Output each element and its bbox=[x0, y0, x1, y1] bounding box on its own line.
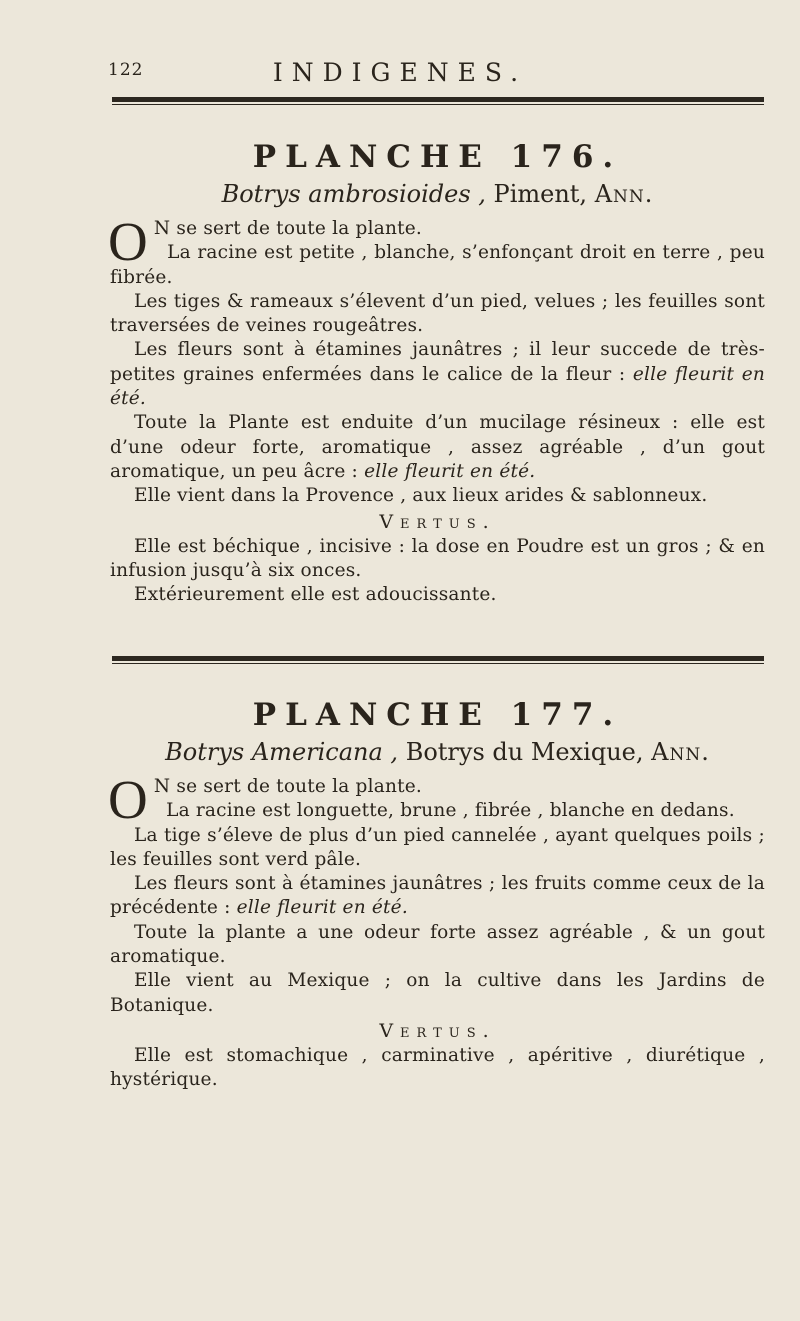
paragraph-usage bbox=[108, 769, 765, 830]
header-rule bbox=[112, 97, 764, 105]
latin-name: Botrys ambrosioides , bbox=[221, 180, 486, 208]
common-name: Piment, bbox=[493, 180, 588, 208]
drop-cap: O bbox=[108, 769, 148, 830]
planche-176-section bbox=[110, 137, 765, 607]
paragraph-virtues: Elle est stomachique , carminative , apéritive , diurétique , hystérique. bbox=[110, 1044, 765, 1091]
annual-mark: Ann. bbox=[594, 180, 654, 208]
vertus-heading: Vertus. bbox=[379, 510, 496, 533]
plant-name bbox=[110, 179, 765, 209]
flowering-note: elle fleurit en été. bbox=[364, 460, 536, 482]
flowering-note: elle fleurit en été. bbox=[110, 363, 765, 410]
annual-mark: Ann. bbox=[651, 738, 710, 766]
paragraph-odour: Toute la plante a une odeur forte assez agréable , & un gout aromatique. bbox=[110, 921, 765, 968]
usage-text: N se sert de toute la plante. bbox=[153, 218, 422, 239]
root-text: La racine est longuette, brune , fibrée , blanche en dedans. bbox=[166, 800, 735, 822]
planche-title: PLANCHE 176. bbox=[252, 139, 623, 175]
planche-title: PLANCHE 177. bbox=[252, 697, 623, 733]
paragraph-stems: Les tiges & rameaux s’élevent d’un pied, velues ; les feuilles sont traversées de veines rougeâtres. bbox=[110, 290, 765, 337]
running-head bbox=[0, 58, 800, 92]
drop-cap: O bbox=[108, 211, 148, 272]
paragraph-flowers bbox=[110, 338, 765, 411]
flowers-text: Les fleurs sont à étamines jaunâtres ; il leur succede de très-petites graines enfermées dans le calice de la fleur : bbox=[110, 339, 765, 385]
flowers-text: Les fleurs sont à étamines jaunâtres ; les fruits comme ceux de la précédente : bbox=[110, 873, 765, 919]
running-title: INDIGENES. bbox=[272, 58, 528, 87]
usage-text: N se sert de toute la plante. bbox=[153, 776, 422, 797]
paragraph-usage bbox=[108, 211, 765, 290]
section-rule bbox=[112, 656, 764, 664]
flowering-note: elle fleurit en été. bbox=[236, 897, 408, 919]
paragraph-odour bbox=[110, 411, 765, 484]
paragraph-flowers bbox=[110, 872, 765, 921]
paragraph-habitat: Elle vient au Mexique ; on la cultive dans les Jardins de Botanique. bbox=[110, 970, 765, 1016]
plant-name bbox=[110, 737, 765, 767]
vertus-heading: Vertus. bbox=[379, 1019, 496, 1042]
planche-177-section bbox=[110, 695, 765, 1093]
latin-name: Botrys Americana , bbox=[165, 738, 399, 766]
page-number: 122 bbox=[108, 60, 144, 80]
paragraph-external-use: Extérieurement elle est adoucissante. bbox=[134, 584, 497, 606]
paragraph-stem: La tige s’éleve de plus d’un pied cannelée , ayant quelques poils ; les feuilles sont verd pâle. bbox=[110, 824, 765, 870]
odour-text: Toute la Plante est enduite d’un mucilage résineux : elle est d’une odeur forte, aromatique , assez agréable , d’un gout aromatique, un peu âcre : bbox=[110, 412, 765, 482]
root-text: La racine est petite , blanche, s’enfonçant droit en terre , peu fibrée. bbox=[110, 242, 765, 288]
paragraph-virtues: Elle est béchique , incisive : la dose en Poudre est un gros ; & en infusion jusqu’à six onces. bbox=[110, 535, 765, 581]
paragraph-habitat: Elle vient dans la Provence , aux lieux arides & sablonneux. bbox=[134, 485, 708, 507]
common-name: Botrys du Mexique, bbox=[405, 738, 644, 766]
